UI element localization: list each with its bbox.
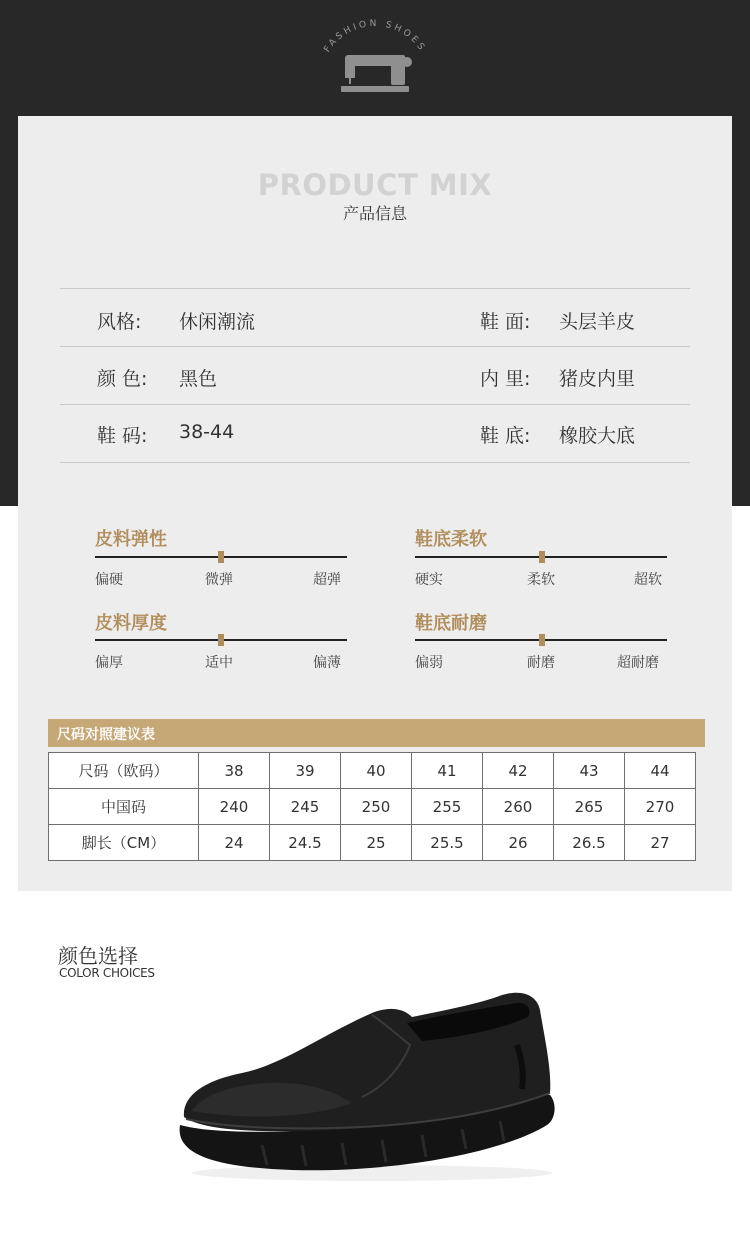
table-cell: 255 bbox=[412, 789, 483, 825]
attribute-title: 鞋底耐磨 bbox=[415, 613, 487, 634]
table-cell: 26.5 bbox=[554, 825, 625, 861]
table-row bbox=[49, 825, 696, 861]
attribute-label: 偏弱 bbox=[415, 655, 443, 671]
attribute-level-marker bbox=[539, 634, 545, 646]
table-cell: 39 bbox=[270, 753, 341, 789]
attribute-label: 柔软 bbox=[527, 572, 555, 588]
attribute-label: 硬实 bbox=[415, 572, 443, 588]
attribute-label: 超耐磨 bbox=[617, 655, 659, 671]
attribute-title: 鞋底柔软 bbox=[415, 529, 487, 550]
spec-value-size: 38-44 bbox=[179, 421, 235, 443]
divider bbox=[60, 404, 690, 405]
attribute-label: 适中 bbox=[205, 655, 233, 671]
spec-label-size: 鞋 码: bbox=[97, 425, 148, 447]
shoe-image bbox=[172, 985, 562, 1185]
attribute-label: 偏硬 bbox=[95, 572, 123, 588]
table-cell: 250 bbox=[341, 789, 412, 825]
attribute-level-marker bbox=[218, 634, 224, 646]
attribute-label: 偏厚 bbox=[95, 655, 123, 671]
table-cell: 24.5 bbox=[270, 825, 341, 861]
spec-label-style: 风格: bbox=[97, 311, 142, 333]
attribute-title: 皮料厚度 bbox=[95, 613, 167, 634]
spec-value-color: 黑色 bbox=[179, 368, 218, 390]
spec-value-lining: 猪皮内里 bbox=[559, 368, 636, 390]
product-mix-subtitle: 产品信息 bbox=[342, 204, 407, 223]
spec-label-upper: 鞋 面: bbox=[480, 311, 531, 333]
table-cell: 26 bbox=[483, 825, 554, 861]
size-table bbox=[48, 752, 696, 861]
spec-label-color: 颜 色: bbox=[97, 368, 148, 390]
row-header: 中国码 bbox=[49, 789, 199, 825]
brand-logo bbox=[305, 10, 445, 110]
attribute-label: 偏薄 bbox=[313, 655, 341, 671]
table-cell: 41 bbox=[412, 753, 483, 789]
logo-text: FASHION SHOES bbox=[322, 18, 428, 55]
divider bbox=[60, 288, 690, 289]
row-header: 脚长（CM） bbox=[49, 825, 199, 861]
table-cell: 24 bbox=[199, 825, 270, 861]
sewing-machine-icon bbox=[341, 55, 412, 92]
table-cell: 43 bbox=[554, 753, 625, 789]
attribute-level-marker bbox=[218, 551, 224, 563]
table-cell: 42 bbox=[483, 753, 554, 789]
table-cell: 260 bbox=[483, 789, 554, 825]
table-cell: 40 bbox=[341, 753, 412, 789]
table-cell: 25 bbox=[341, 825, 412, 861]
size-table-title: 尺码对照建议表 bbox=[57, 727, 155, 743]
attribute-label: 超弹 bbox=[313, 572, 341, 588]
attribute-level-marker bbox=[539, 551, 545, 563]
spec-value-upper: 头层羊皮 bbox=[559, 311, 636, 333]
spec-label-sole: 鞋 底: bbox=[480, 425, 531, 447]
spec-value-sole: 橡胶大底 bbox=[559, 425, 636, 447]
spec-label-lining: 内 里: bbox=[480, 368, 531, 390]
attribute-label: 超软 bbox=[634, 572, 662, 588]
table-cell: 38 bbox=[199, 753, 270, 789]
divider bbox=[60, 462, 690, 463]
color-choices-subtitle: COLOR CHOICES bbox=[59, 966, 155, 980]
divider bbox=[60, 346, 690, 347]
table-cell: 27 bbox=[625, 825, 696, 861]
table-row bbox=[49, 789, 696, 825]
table-cell: 245 bbox=[270, 789, 341, 825]
table-cell: 25.5 bbox=[412, 825, 483, 861]
table-row bbox=[49, 753, 696, 789]
attribute-title: 皮料弹性 bbox=[95, 529, 167, 550]
table-cell: 44 bbox=[625, 753, 696, 789]
spec-value-style: 休闲潮流 bbox=[179, 311, 256, 333]
attribute-label: 耐磨 bbox=[527, 655, 555, 671]
table-cell: 240 bbox=[199, 789, 270, 825]
table-cell: 270 bbox=[625, 789, 696, 825]
row-header: 尺码（欧码） bbox=[49, 753, 199, 789]
size-table-banner bbox=[48, 719, 705, 747]
color-choices-title: 颜色选择 bbox=[58, 944, 138, 968]
product-mix-title: PRODUCT MIX bbox=[257, 168, 493, 202]
table-cell: 265 bbox=[554, 789, 625, 825]
svg-text:FASHION SHOES bbox=[322, 19, 427, 54]
attribute-label: 微弹 bbox=[205, 572, 233, 588]
